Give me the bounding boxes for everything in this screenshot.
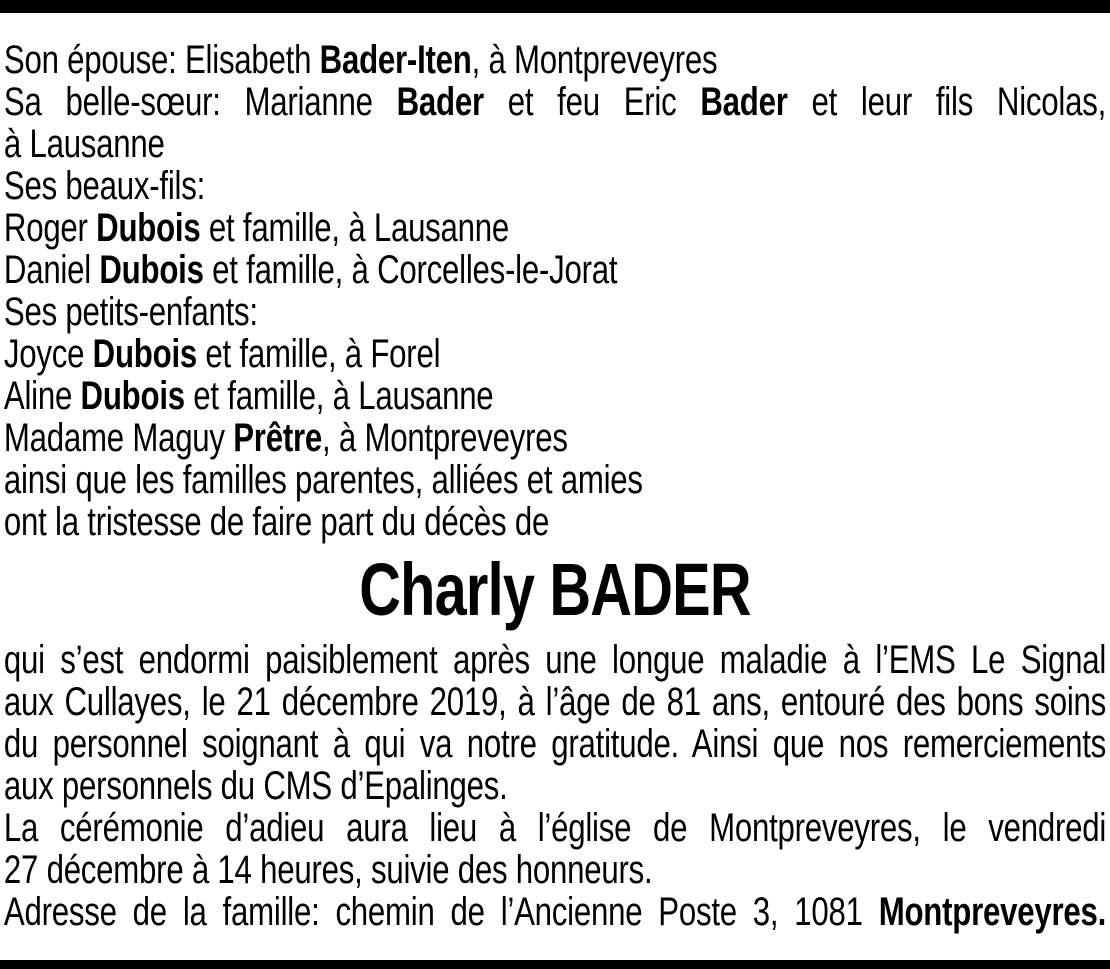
text-segment: Sa belle-sœur: Marianne	[3, 80, 397, 124]
text-segment: Ses beaux-fils:	[3, 164, 206, 208]
text-segment: et leur fils Nicolas,	[787, 80, 1107, 124]
bold-name-text: Dubois	[96, 206, 201, 250]
text-segment: Son épouse: Elisabeth	[3, 38, 320, 82]
bottom-rule	[0, 960, 1110, 969]
bold-name-text: Dubois	[92, 332, 197, 376]
text-segment: , à Montpreveyres	[322, 416, 568, 460]
top-rule	[0, 0, 1110, 13]
text-segment: ont la tristesse de faire part du décès de	[3, 500, 550, 544]
body-line-5	[4, 807, 1106, 849]
body-line-6	[4, 849, 1106, 891]
text-segment: à Lausanne	[3, 122, 165, 166]
bold-name-text: Bader	[700, 80, 788, 124]
family-line-aline	[4, 375, 1106, 417]
text-segment: 27 décembre à 14 heures, suivie des honneurs.	[3, 848, 653, 892]
family-line-maguy	[4, 417, 1106, 459]
family-line-spouse	[4, 39, 1106, 81]
text-segment: ainsi que les familles parentes, alliées et amies	[3, 458, 643, 502]
text-segment: et feu Eric	[483, 80, 701, 124]
family-line-announcement	[4, 501, 1106, 543]
deceased-name: Charly BADER	[359, 548, 751, 631]
body-line-1	[4, 639, 1106, 681]
bold-name-text: Prêtre	[233, 416, 323, 460]
family-line-roger	[4, 207, 1106, 249]
text-segment: aux personnels du CMS d’Epalinges.	[3, 764, 508, 808]
text-segment: Roger	[3, 206, 97, 250]
text-segment: et famille, à Lausanne	[184, 374, 494, 418]
text-segment: qui s’est endormi paisiblement après une longue maladie à l’EMS Le Signal	[3, 638, 1107, 682]
text-segment: et famille, à Forel	[196, 332, 441, 376]
text-segment: Daniel	[3, 248, 100, 292]
text-segment: La cérémonie d’adieu aura lieu à l’église de Montpreveyres, le vendredi	[3, 806, 1107, 850]
family-line-families	[4, 459, 1106, 501]
text-segment: et famille, à Corcelles-le-Jorat	[203, 248, 618, 292]
text-segment: Adresse de la famille: chemin de l’Ancienne Poste 3, 1081	[3, 890, 879, 934]
family-list	[4, 13, 1106, 543]
text-segment: et famille, à Lausanne	[200, 206, 510, 250]
text-segment: du personnel soignant à qui va notre gratitude. Ainsi que nos remerciements	[3, 722, 1107, 766]
body-line-address	[4, 891, 1106, 933]
family-line-sister-in-law	[4, 81, 1106, 123]
text-segment: Joyce	[3, 332, 93, 376]
family-line-grandchildren-label	[4, 291, 1106, 333]
text-segment: Ses petits-enfants:	[3, 290, 258, 334]
text-segment: Madame Maguy	[3, 416, 234, 460]
bold-name-text: Bader	[396, 80, 484, 124]
family-line-daniel	[4, 249, 1106, 291]
text-segment: , à Montpreveyres	[471, 38, 718, 82]
bold-name-text: Montpreveyres.	[878, 890, 1107, 934]
bold-name-text: Dubois	[80, 374, 185, 418]
body-line-3	[4, 723, 1106, 765]
text-segment: aux Cullayes, le 21 décembre 2019, à l’âge de 81 ans, entouré des bons soins	[3, 680, 1107, 724]
text-segment: Aline	[3, 374, 81, 418]
body-line-4	[4, 765, 1106, 807]
notice-content	[0, 13, 1110, 933]
family-line-stepsons-label	[4, 165, 1106, 207]
bold-name-text: Bader-Iten	[319, 38, 472, 82]
family-line-joyce	[4, 333, 1106, 375]
body-line-2	[4, 681, 1106, 723]
announcement-body	[4, 639, 1106, 933]
bold-name-text: Dubois	[99, 248, 204, 292]
family-line-wrap	[4, 123, 1106, 165]
